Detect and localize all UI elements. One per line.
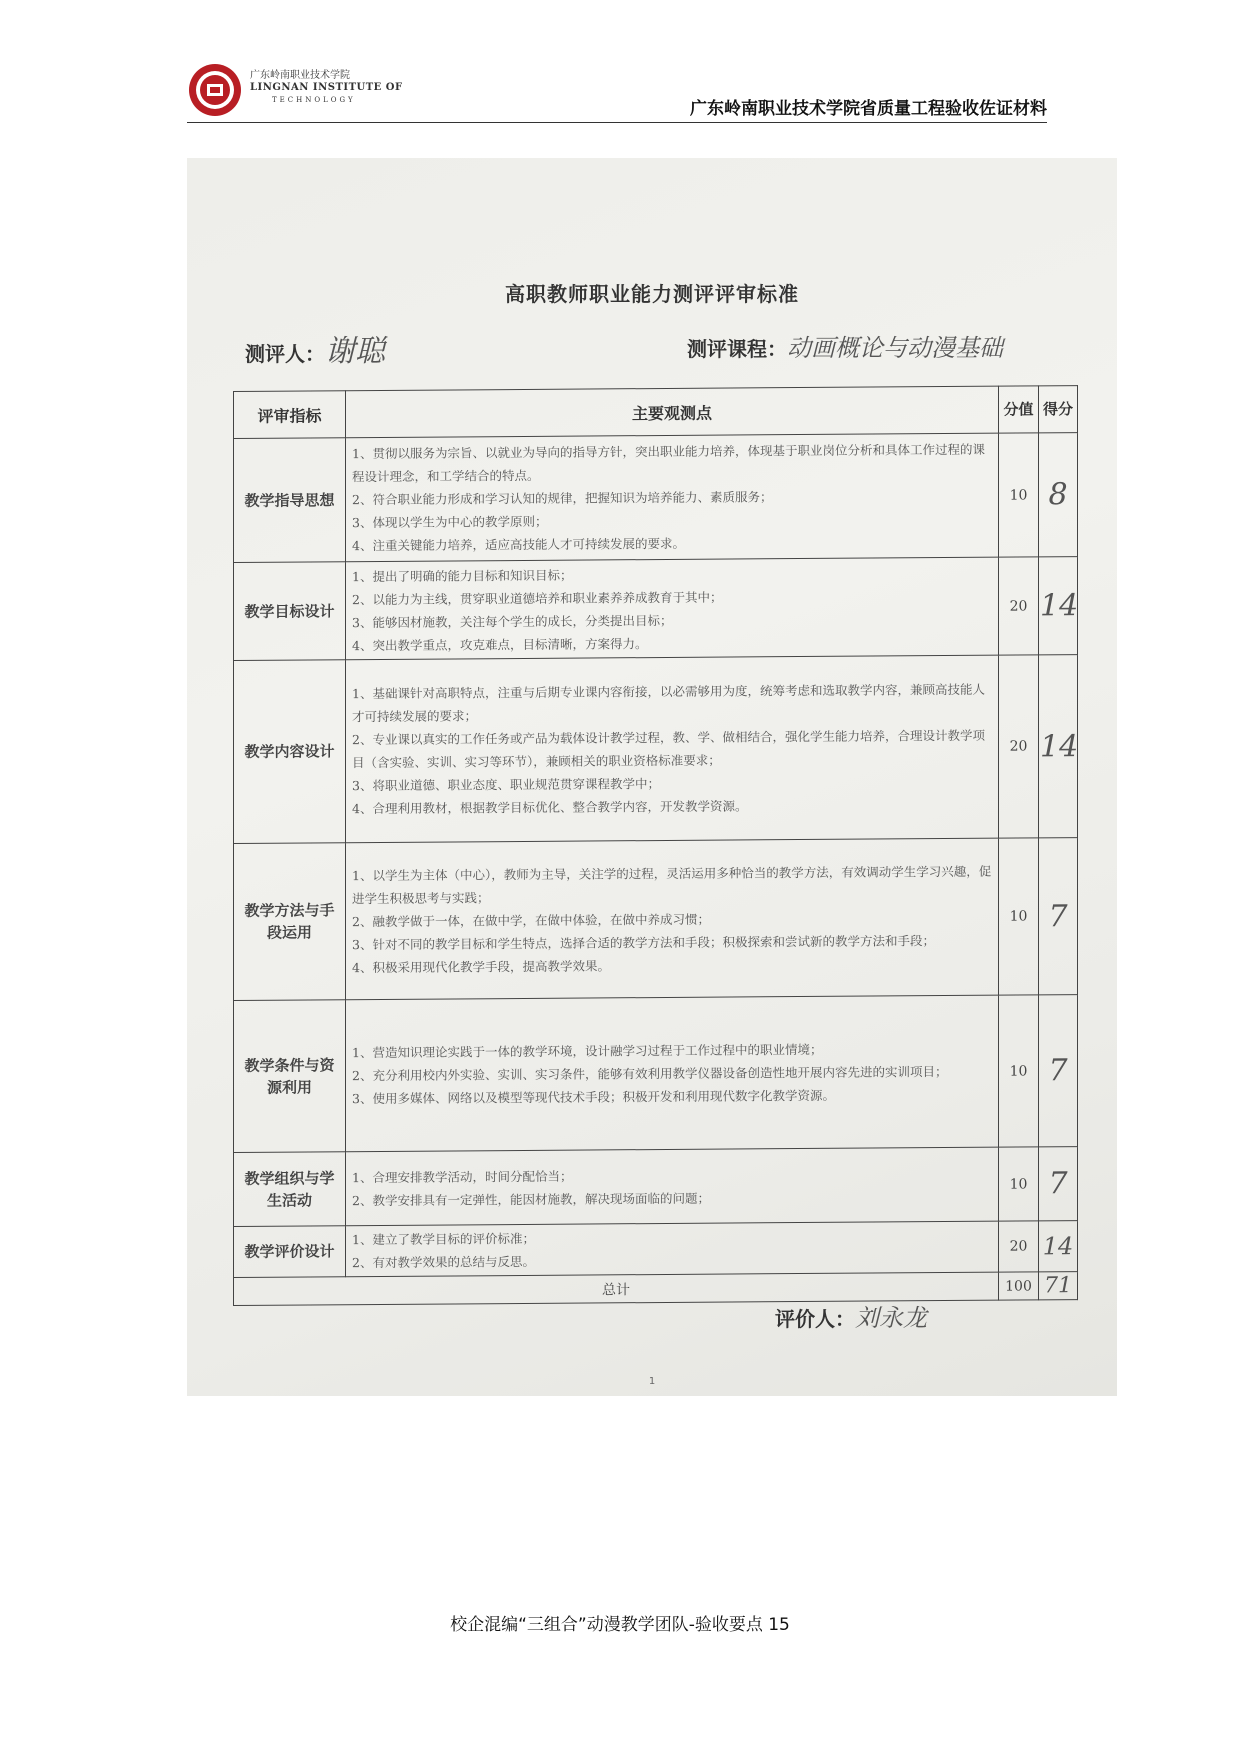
row-points — [346, 433, 999, 562]
observation-point: 3、使用多媒体、网络以及模型等现代技术手段；积极开发和利用现代数字化教学资源。 — [352, 1087, 835, 1107]
evaluatee-signature: 谢聪 — [325, 334, 385, 369]
row-max: 10 — [999, 995, 1039, 1147]
observation-point: 3、将职业道德、职业态度、职业规范贯穿课程教学中； — [352, 776, 660, 794]
observation-point: 1、合理安排教学活动，时间分配恰当； — [352, 1168, 573, 1185]
header-indicator: 评审指标 — [234, 391, 346, 439]
total-max: 100 — [999, 1272, 1039, 1300]
observation-point: 1、基础课针对高职特点，注重与后期专业课内容衔接，以必需够用为度，统筹考虑和选取教学内容，兼顾高技能人才可持续发展的要求； — [352, 681, 985, 725]
logo-text — [250, 70, 403, 106]
page-footer: 校企混编“三组合”动漫教学团队-验收要点 15 — [450, 1615, 790, 1635]
row-max: 20 — [999, 1221, 1039, 1272]
observation-point: 2、以能力为主线，贯穿职业道德培养和职业素养养成教育于其中； — [352, 589, 723, 607]
row-score: 14 — [1039, 655, 1078, 838]
row-indicator: 教学内容设计 — [234, 660, 346, 844]
reviewer-label: 评价人： — [775, 1307, 855, 1331]
total-label: 总计 — [234, 1272, 999, 1305]
row-max: 20 — [999, 655, 1039, 838]
observation-point: 2、教学安排具有一定弹性，能因材施教，解决现场面临的问题； — [352, 1190, 710, 1208]
row-score: 7 — [1039, 995, 1078, 1147]
row-max: 20 — [999, 557, 1039, 655]
row-points — [346, 655, 999, 843]
header-score: 得分 — [1039, 386, 1078, 433]
row-points — [346, 557, 999, 660]
observation-point: 3、体现以学生为中心的教学原则； — [352, 513, 548, 531]
observation-point: 4、突出教学重点，攻克难点，目标清晰，方案得力。 — [352, 635, 648, 653]
table-row — [234, 557, 1078, 661]
table-row — [234, 433, 1078, 563]
row-score: 14 — [1039, 557, 1078, 655]
row-indicator: 教学指导思想 — [234, 438, 346, 563]
observation-point: 1、建立了教学目标的评价标准； — [352, 1230, 535, 1248]
observation-point: 2、融教学做于一体，在做中学，在做中体验，在做中养成习惯； — [352, 911, 710, 929]
row-max: 10 — [999, 1147, 1039, 1221]
row-score: 8 — [1039, 433, 1078, 557]
observation-point: 1、提出了明确的能力目标和知识目标； — [352, 567, 573, 584]
logo-chinese-name: 广东岭南职业技术学院 — [250, 70, 350, 81]
table-row — [234, 838, 1078, 1001]
college-logo — [187, 62, 243, 118]
logo-english-subname: TECHNOLOGY — [272, 96, 356, 104]
row-score: 7 — [1039, 838, 1078, 995]
row-indicator: 教学评价设计 — [234, 1226, 346, 1278]
row-score: 14 — [1039, 1221, 1078, 1272]
evaluation-table — [233, 385, 1078, 1306]
row-points — [346, 995, 999, 1152]
row-score: 7 — [1039, 1147, 1078, 1221]
header-max: 分值 — [999, 386, 1039, 433]
reviewer-signature: 刘永龙 — [855, 1304, 927, 1332]
header-title: 广东岭南职业技术学院省质量工程验收佐证材料 — [690, 99, 1047, 119]
observation-point: 4、注重关键能力培养，适应高技能人才可持续发展的要求。 — [352, 535, 685, 554]
evaluatee-label: 测评人： — [245, 342, 325, 366]
row-indicator: 教学组织与学生活动 — [234, 1152, 346, 1227]
course-field — [687, 328, 1003, 363]
observation-point: 2、有对教学效果的总结与反思。 — [352, 1253, 535, 1271]
header-points: 主要观测点 — [346, 386, 999, 438]
table-row — [234, 995, 1078, 1153]
row-indicator: 教学目标设计 — [234, 562, 346, 661]
table-row — [234, 655, 1078, 844]
observation-point: 2、符合职业能力形成和学习认知的规律，把握知识为培养能力、素质服务； — [352, 489, 773, 508]
course-handwritten: 动画概论与动漫基础 — [787, 334, 1003, 362]
reviewer-field — [775, 1298, 927, 1333]
observation-point: 1、以学生为主体（中心），教师为主导，关注学的过程，灵活运用多种恰当的教学方法，有效调动学生学习兴趣，促进学生积极思考与实践； — [352, 863, 992, 906]
header-divider — [187, 122, 1047, 123]
row-max: 10 — [999, 838, 1039, 995]
scanned-form-photo — [187, 158, 1117, 1396]
course-label: 测评课程： — [687, 337, 787, 361]
form-title: 高职教师职业能力测评评审标准 — [505, 282, 799, 306]
observation-point: 1、营造知识理论实践于一体的教学环境，设计融学习过程于工作过程中的职业情境； — [352, 1041, 823, 1061]
total-score: 71 — [1039, 1272, 1078, 1300]
row-points — [346, 1147, 999, 1226]
row-indicator: 教学方法与手段运用 — [234, 843, 346, 1001]
table-row — [234, 1147, 1078, 1227]
table-header-row — [234, 386, 1078, 439]
observation-point: 1、贯彻以服务为宗旨、以就业为导向的指导方针，突出职业能力培养，体现基于职业岗位分析和具体工作过程的课程设计理念，和工学结合的特点。 — [352, 441, 985, 485]
observation-point: 3、能够因材施教，关注每个学生的成长，分类提出目标； — [352, 612, 673, 630]
observation-point: 2、专业课以真实的工作任务或产品为载体设计教学过程，教、学、做相结合，强化学生能力培养，合理设计教学项目（含实验、实训、实习等环节），兼顾相关的职业资格标准要求； — [352, 727, 985, 771]
form-page-number: 1 — [648, 1376, 656, 1387]
observation-point: 2、充分利用校内外实验、实训、实习条件，能够有效利用教学仪器设备创造性地开展内容先进的实训项目； — [352, 1064, 948, 1084]
row-points — [346, 1221, 999, 1277]
total-row — [234, 1272, 1078, 1306]
row-max: 10 — [999, 433, 1039, 557]
observation-point: 4、合理利用教材，根据教学目标优化、整合教学内容，开发教学资源。 — [352, 798, 748, 817]
observation-point: 3、针对不同的教学目标和学生特点，选择合适的教学方法和手段；积极探索和尝试新的教学方法和手段； — [352, 932, 935, 952]
evaluatee-field — [245, 326, 385, 370]
table-row — [234, 1221, 1078, 1278]
row-points — [346, 838, 999, 1000]
row-indicator: 教学条件与资源利用 — [234, 1000, 346, 1153]
logo-english-name: LINGNAN INSTITUTE OF — [250, 82, 403, 93]
observation-point: 4、积极采用现代化教学手段，提高教学效果。 — [352, 957, 610, 975]
